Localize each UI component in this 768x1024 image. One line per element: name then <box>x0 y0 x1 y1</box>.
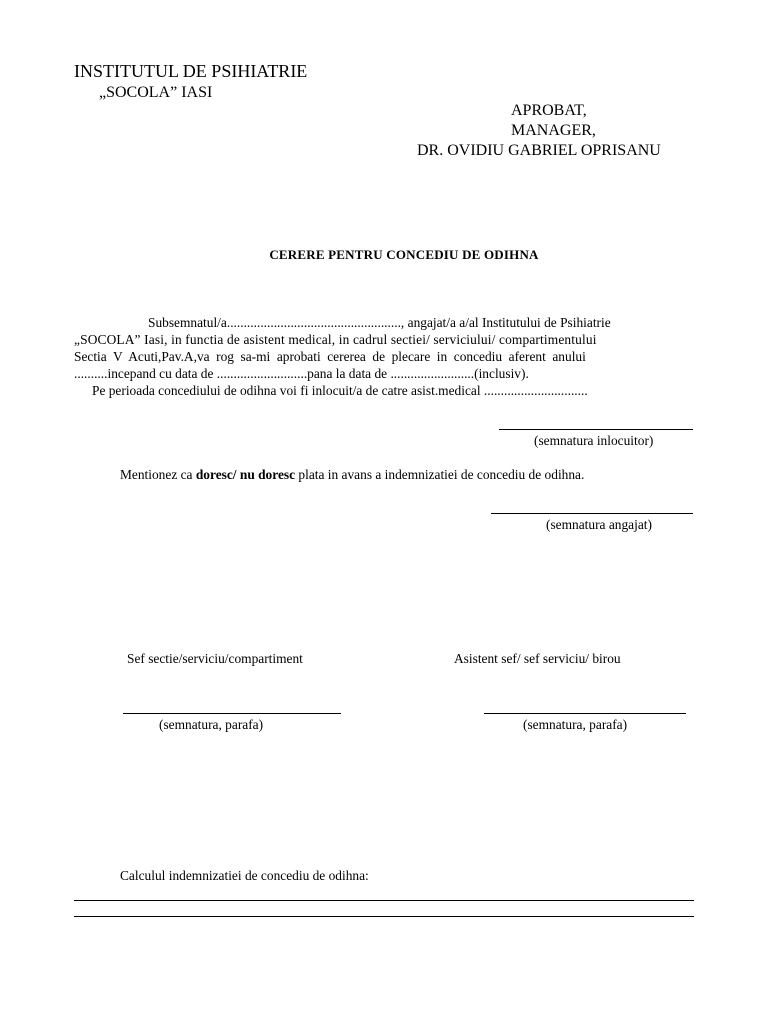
request-paragraph <box>74 314 695 399</box>
request-line-1: Subsemnatul/a...................................................., angajat/a a/al Institutului de Psihiatrie <box>148 315 611 330</box>
institution-name: INSTITUTUL DE PSIHIATRIE <box>74 61 308 81</box>
payment-suffix: plata in avans a indemnizatiei de concediu de odihna. <box>295 467 585 482</box>
request-line-2: „SOCOLA” Iasi, in functia de asistent medical, in cadrul sectiei/ serviciului/ compartimentului <box>74 332 597 347</box>
calculation-line-2 <box>74 916 694 917</box>
document-title: CERERE PENTRU CONCEDIU DE ODIHNA <box>269 247 539 262</box>
employee-signature-line <box>491 513 693 514</box>
request-line-5: Pe perioada concediului de odihna voi fi inlocuit/a de catre asist.medical ............................... <box>92 383 588 398</box>
request-line-4: ..........incepand cu data de ...........................pana la data de .........................(inclusiv). <box>74 366 529 381</box>
employee-signature-caption: (semnatura angajat) <box>546 517 652 532</box>
payment-statement <box>120 467 584 483</box>
replacement-signature-line <box>499 429 693 430</box>
calculation-line-1 <box>74 900 694 901</box>
institution-subname: „SOCOLA” IASI <box>99 84 213 101</box>
approval-name: DR. OVIDIU GABRIEL OPRISANU <box>417 142 661 159</box>
approval-role: MANAGER, <box>511 122 596 139</box>
left-approver-caption: (semnatura, parafa) <box>159 717 264 732</box>
left-approver-signature-line <box>123 713 341 714</box>
left-approver-title: Sef sectie/serviciu/compartiment <box>127 651 303 666</box>
payment-prefix: Mentionez ca <box>120 467 196 482</box>
approval-label: APROBAT, <box>511 102 587 119</box>
right-approver-signature-line <box>484 713 686 714</box>
right-approver-title: Asistent sef/ sef serviciu/ birou <box>454 651 621 666</box>
replacement-signature-caption: (semnatura inlocuitor) <box>534 433 654 448</box>
right-approver-caption: (semnatura, parafa) <box>523 717 628 732</box>
request-line-3: Sectia V Acuti,Pav.A,va rog sa-mi aprobati cererea de plecare in concediu aferent anului <box>74 349 586 364</box>
payment-option: doresc/ nu doresc <box>195 467 296 482</box>
calculation-label: Calculul indemnizatiei de concediu de odihna: <box>120 868 369 883</box>
